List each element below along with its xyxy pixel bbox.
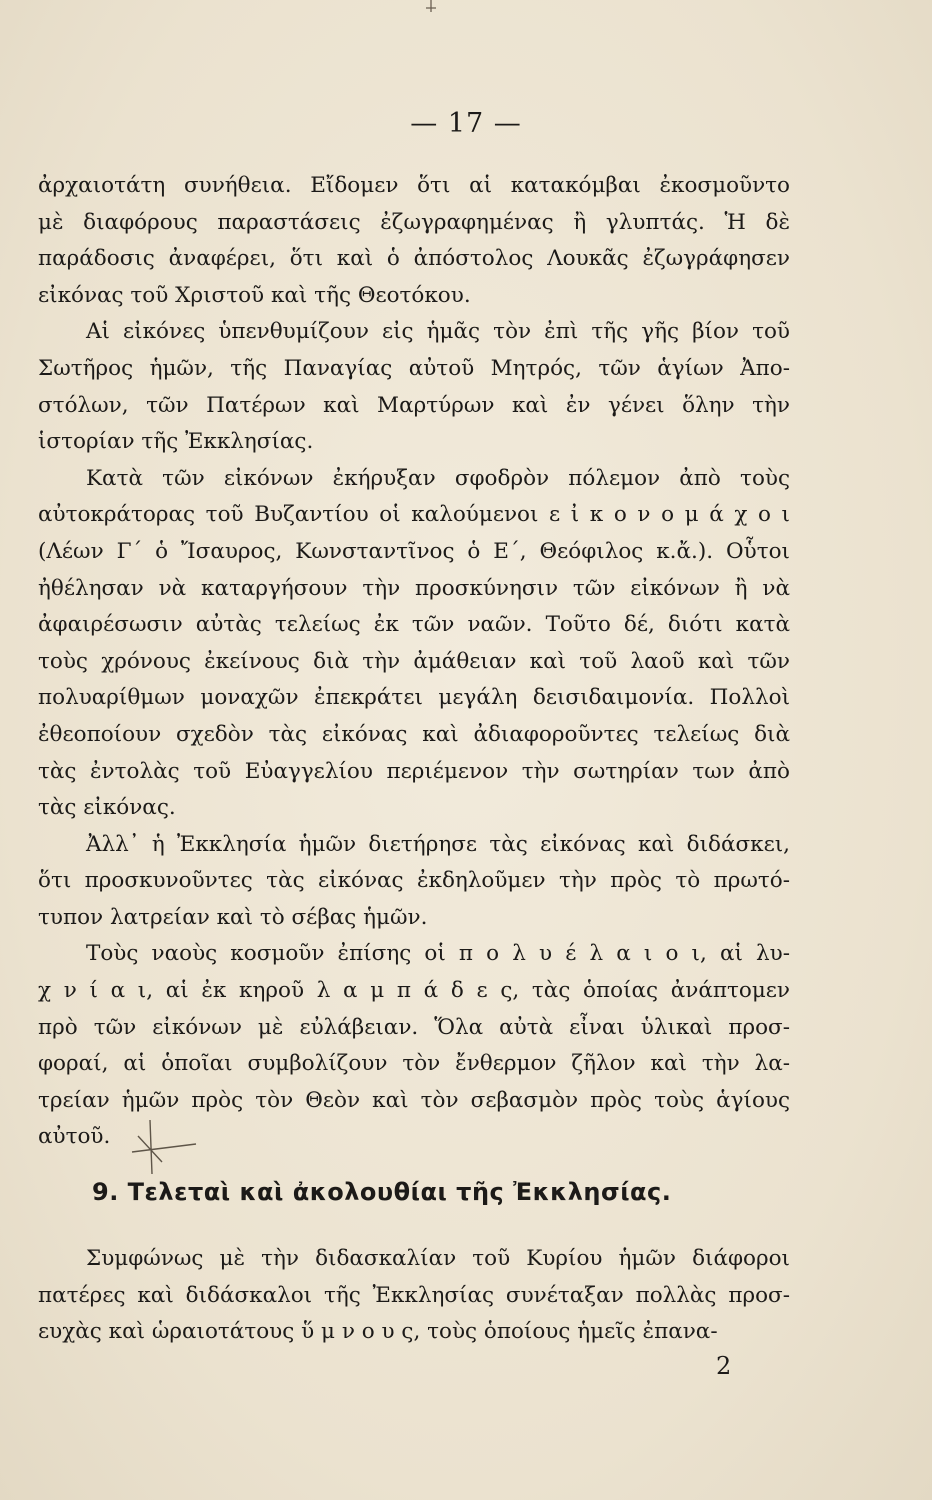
text-line: πρὸ τῶν εἰκόνων μὲ εὐλάβειαν. Ὅλα αὐτὰ εἶναι ὑλικαὶ προσ- bbox=[38, 1014, 790, 1040]
text-line: μὲ διαφόρους παραστάσεις ἐζωγραφημένας ἢ γλυπτάς. Ἡ δὲ bbox=[38, 209, 790, 235]
text-line: ευχὰς καὶ ὡραιοτάτους ὕ μ ν ο υ ς, τοὺς ὁποίους ἡμεῖς ἐπανα- bbox=[38, 1319, 718, 1345]
text-line: πατέρες καὶ διδάσκαλοι τῆς Ἐκκλησίας συνέταξαν πολλὰς προσ- bbox=[38, 1282, 790, 1308]
text-line: τυπον λατρείαν καὶ τὸ σέβας ἡμῶν. bbox=[38, 904, 428, 930]
text-line: (Λέων Γ΄ ὁ Ἴσαυρος, Κωνσταντῖνος ὁ Ε΄, Θεόφιλος κ.ἄ.). Οὗτοι bbox=[38, 538, 790, 564]
text-line: ἀρχαιοτάτη συνήθεια. Εἴδομεν ὅτι αἱ κατακόμβαι ἐκοσμοῦντο bbox=[38, 173, 790, 198]
text-line: ἱστορίαν τῆς Ἐκκλησίας. bbox=[38, 429, 314, 455]
text-line: ἀφαιρέσωσιν αὐτὰς τελείως ἐκ τῶν ναῶν. Τοῦτο δέ, διότι κατὰ bbox=[38, 612, 790, 638]
text-line: Αἱ εἰκόνες ὑπενθυμίζουν εἰς ἡμᾶς τὸν ἐπὶ τῆς γῆς βίον τοῦ bbox=[86, 319, 790, 345]
text-line: τοὺς χρόνους ἐκείνους διὰ τὴν ἀμάθειαν καὶ τοῦ λαοῦ καὶ τῶν bbox=[38, 648, 790, 674]
text-line: αὐτοκράτορας τοῦ Βυζαντίου οἱ καλούμενοι ε ἰ κ ο ν ο μ ά χ ο ι bbox=[38, 502, 790, 528]
text-line: στόλων, τῶν Πατέρων καὶ Μαρτύρων καὶ ἐν γένει ὅλην τὴν bbox=[38, 392, 790, 418]
signature-mark: 2 bbox=[716, 1352, 732, 1380]
text-line: Κατὰ τῶν εἰκόνων ἐκήρυξαν σφοδρὸν πόλεμον ἀπὸ τοὺς bbox=[86, 465, 790, 491]
page-number: — 17 — bbox=[410, 108, 522, 139]
text-line: ἠθέλησαν νὰ καταργήσουν τὴν προσκύνησιν τῶν εἰκόνων ἢ νὰ bbox=[38, 575, 790, 601]
top-edge-mark-icon bbox=[420, 0, 442, 18]
body-text-top bbox=[38, 168, 790, 1156]
text-line: εἰκόνας τοῦ Χριστοῦ καὶ τῆς Θεοτόκου. bbox=[38, 282, 471, 308]
text-line: τρείαν ἡμῶν πρὸς τὸν Θεὸν καὶ τὸν σεβασμὸν πρὸς τοὺς ἁγίους bbox=[38, 1087, 790, 1113]
body-text-bottom bbox=[38, 1241, 790, 1351]
text-line: χ ν ί α ι, αἱ ἐκ κηροῦ λ α μ π ά δ ε ς, τὰς ὁποίας ἀνάπτομεν bbox=[38, 978, 790, 1004]
text-line: ὅτι προσκυνοῦντες τὰς εἰκόνας ἐκδηλοῦμεν τὴν πρὸς τὸ πρωτό- bbox=[38, 868, 790, 894]
text-line: παράδοσις ἀναφέρει, ὅτι καὶ ὁ ἀπόστολος Λουκᾶς ἐζωγράφησεν bbox=[38, 246, 790, 272]
section-heading: 9. Τελεταὶ καὶ ἀκολουθίαι τῆς Ἐκκλησίας. bbox=[92, 1178, 672, 1206]
text-line: τὰς εἰκόνας. bbox=[38, 795, 176, 821]
text-line: τὰς ἐντολὰς τοῦ Εὐαγγελίου περιέμενον τὴν σωτηρίαν των ἀπὸ bbox=[38, 758, 790, 784]
text-line: αὐτοῦ. bbox=[38, 1124, 111, 1150]
pencil-cross-mark-icon bbox=[128, 1116, 200, 1178]
text-line: φοραί, αἱ ὁποῖαι συμβολίζουν τὸν ἔνθερμον ζῆλον καὶ τὴν λα- bbox=[38, 1051, 790, 1077]
text-line: Συμφώνως μὲ τὴν διδασκαλίαν τοῦ Κυρίου ἡμῶν διάφοροι bbox=[86, 1246, 790, 1271]
text-line: Ἀλλ᾽ ἡ Ἐκκλησία ἡμῶν διετήρησε τὰς εἰκόνας καὶ διδάσκει, bbox=[86, 831, 790, 857]
text-line: Τοὺς ναοὺς κοσμοῦν ἐπίσης οἱ π ο λ υ έ λ α ι ο ι, αἱ λυ- bbox=[86, 941, 790, 967]
text-line: ἐθεοποίουν σχεδὸν τὰς εἰκόνας καὶ ἀδιαφοροῦντες τελείως διὰ bbox=[38, 721, 790, 747]
text-line: Σωτῆρος ἡμῶν, τῆς Παναγίας αὐτοῦ Μητρός, τῶν ἁγίων Ἀπο- bbox=[38, 355, 790, 381]
text-line: πολυαρίθμων μοναχῶν ἐπεκράτει μεγάλη δεισιδαιμονία. Πολλοὶ bbox=[38, 685, 790, 711]
